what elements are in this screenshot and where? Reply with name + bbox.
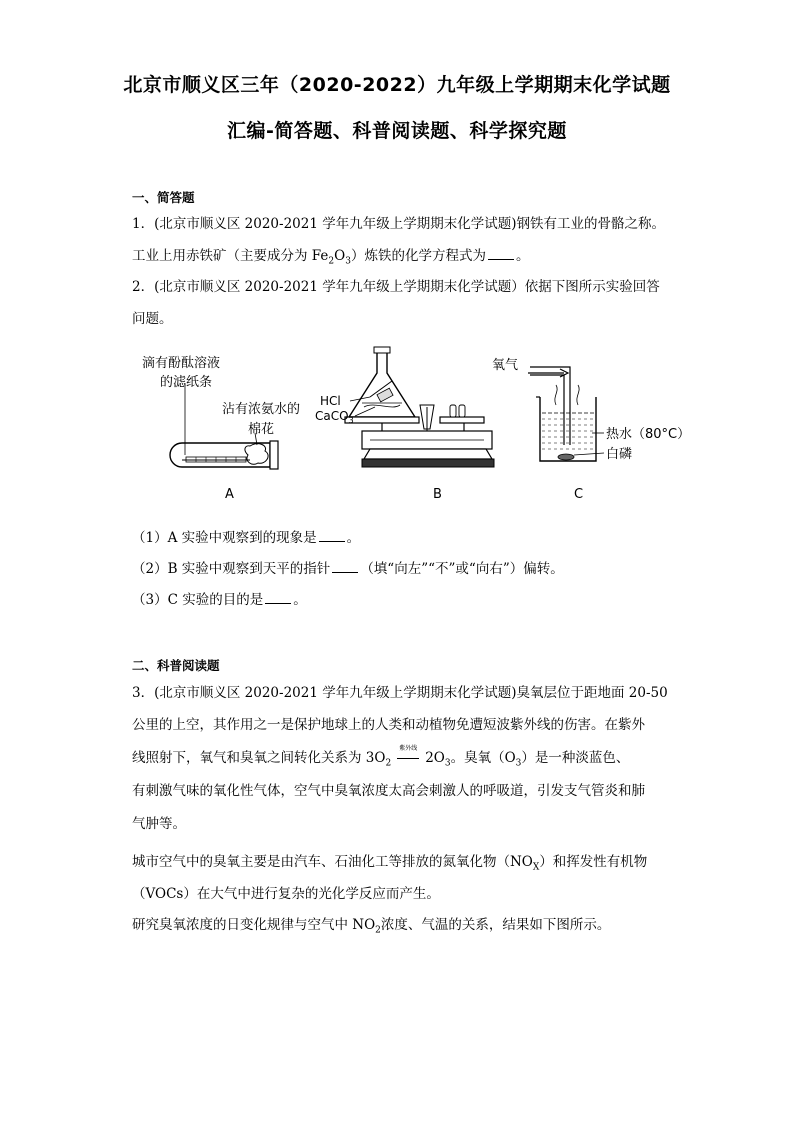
- p1-l3-text-c: 。臭氧（O: [450, 750, 516, 766]
- p3-text-a: 研究臭氧浓度的日变化规律与空气中 NO: [132, 917, 376, 933]
- experiment-b-apparatus: [345, 347, 494, 467]
- a-label-line1: 滴有酚酞溶液: [142, 356, 221, 371]
- subquestion-1: [132, 526, 360, 546]
- reading-p1-line5: 气肿等。: [132, 816, 186, 832]
- q1-end: 。: [515, 248, 530, 264]
- reading-p2-line1: [132, 850, 647, 873]
- sub2-end: （填“向左”“不”或“向右”）偏转。: [360, 561, 564, 577]
- b-label-caco3: [315, 409, 354, 425]
- b-label-hcl: HCl: [320, 394, 341, 408]
- experiment-c-apparatus: [528, 367, 604, 461]
- q1-text-a: 工业上用赤铁矿（主要成分为 Fe: [132, 248, 329, 264]
- c-label-oxygen: 氧气: [492, 358, 519, 373]
- question2-line2: 问题。: [132, 311, 173, 327]
- question1-line1: 1．(北京市顺义区 2020-2021 学年九年级上学期期末化学试题)钢铁有工业的骨骼之称。: [132, 216, 665, 232]
- sub3-text: （3）C 实验的目的是: [132, 592, 264, 608]
- sub2-text: （2）B 实验中观察到天平的指针: [132, 561, 331, 577]
- p1-l3-sub: 2: [385, 758, 392, 769]
- q1-text-o: O: [334, 248, 346, 264]
- q1-text-b: ）炼铁的化学方程式为: [350, 248, 486, 264]
- question1-line2: [132, 244, 529, 267]
- a-label-line3: 沾有浓氨水的: [222, 402, 301, 417]
- p1-l3-sub3: 3: [515, 758, 522, 769]
- reaction-arrow: [397, 744, 419, 766]
- answer-blank[interactable]: [319, 529, 345, 542]
- p1-l3-text-a: 线照射下，氧气和臭氧之间转化关系为 3O: [132, 750, 386, 766]
- reading-p1-line1: 3．(北京市顺义区 2020-2021 学年九年级上学期期末化学试题)臭氧层位于距地面 20-50: [132, 685, 668, 701]
- reading-p2-line2: （VOCs）在大气中进行复杂的光化学反应而产生。: [132, 886, 440, 902]
- p1-l3-sub2: 3: [444, 758, 451, 769]
- sub1-text: （1）A 实验中观察到的现象是: [132, 530, 317, 546]
- q1-sub-2: 2: [328, 256, 335, 267]
- reading-p1-line4: 有刺激气味的氧化性气体，空气中臭氧浓度太高会刺激人的呼吸道，引发支气管炎和肺: [132, 783, 645, 799]
- section2-heading: 二、科普阅读题: [132, 658, 220, 673]
- answer-blank[interactable]: [488, 247, 514, 260]
- subquestion-2: [132, 557, 564, 577]
- b-label-caco3-sub: 3: [348, 416, 354, 425]
- p2-text-a: 城市空气中的臭氧主要是由汽车、石油化工等排放的氮氧化物（NO: [132, 854, 533, 870]
- sub1-end: 。: [346, 530, 361, 546]
- reading-p3-line1: [132, 913, 610, 936]
- p2-sub: X: [532, 862, 540, 873]
- p3-sub: 2: [375, 925, 381, 936]
- a-label-line2: 的滤纸条: [160, 375, 213, 390]
- p2-text-b: ）和挥发性有机物: [539, 854, 648, 870]
- caption-a: A: [225, 487, 234, 502]
- caption-c: C: [574, 487, 584, 502]
- subquestion-3: [132, 588, 307, 608]
- c-label-white-phosphorus: 白磷: [606, 447, 633, 462]
- section1-heading: 一、简答题: [132, 190, 195, 205]
- document-title-line1: 北京市顺义区三年（2020-2022）九年级上学期期末化学试题: [123, 74, 671, 96]
- reading-p1-line2: 公里的上空，其作用之一是保护地球上的人类和动植物免遭短波紫外线的伤害。在紫外: [132, 717, 645, 733]
- c-label-hot-water: 热水（80°C）: [606, 427, 691, 442]
- reading-p1-line3: [132, 746, 629, 769]
- p1-l3-text-d: ）是一种淡蓝色、: [521, 750, 630, 766]
- p3-text-b: 浓度、气温的关系，结果如下图所示。: [380, 917, 611, 933]
- q1-sub-3: 3: [345, 256, 351, 267]
- a-label-line4: 棉花: [248, 422, 275, 437]
- reaction-condition: 紫外线: [399, 744, 418, 752]
- question2-line1: 2．(北京市顺义区 2020-2021 学年九年级上学期期末化学试题）依据下图所示实验回答: [132, 279, 660, 295]
- answer-blank[interactable]: [332, 560, 358, 573]
- p1-l3-text-b: 2O: [425, 750, 445, 766]
- b-label-caco3-text: CaCO: [315, 409, 349, 423]
- caption-b: B: [433, 487, 442, 502]
- answer-blank[interactable]: [265, 591, 291, 604]
- sub3-end: 。: [293, 592, 307, 608]
- document-title-line2: 汇编-简答题、科普阅读题、科学探究题: [227, 120, 567, 142]
- experiment-figure: [130, 345, 691, 510]
